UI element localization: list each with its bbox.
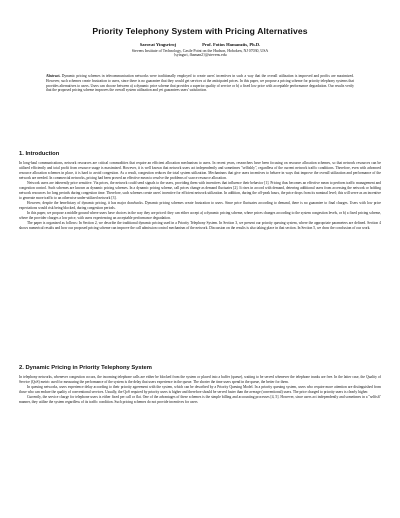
paragraph: In telephony networks, whenever congestion occurs, the incoming telephone calls are either be blocked from the system or placed into a buffer (queue), waiting to be served whenever the telephone trunks are free. In the latter case, the Quality of Service (QoS) metric used for measuring the performance of the system is the delay that users experience in the queue. The shorter the time users spend in the queue, the better for them. (19, 375, 381, 385)
section-heading: 2. Dynamic Pricing in Priority Telephony System (19, 365, 152, 371)
author-list (0, 42, 400, 47)
paragraph: In long-haul communications, network resources are critical commodities that require an efficient allocation mechanism to users. In recent years, researchers have been focusing on resource allocation schemes, so that network resources can be utilized efficiently and total profit from resource usage is maximized. However, it is well known that network users act independently and sometimes "selfishly", regardless of the current network traffic conditions. Therefore, even with advanced resource allocation schemes in place, it is hard to avoid congestion. As a result, congestion reduces the total system utilization. Mechanisms that give users incentives to behave in ways that improve the overall utilization and performance of the network are needed. In commercial networks, pricing had been proved an effective mean to resolve the problems of scarce resource allocation. (19, 161, 381, 181)
paragraph: In queuing networks, users experience delay according to their priority agreement with the system, which can be described by a Priority Queuing Model. In a priority queuing system, users who require more attention are distinguished from those who can endure the quality of conventional services. Usually, the QoS required by priority users is higher and therefore should be served faster than the average (conventional) users. The price charged to priority users is clearly higher. (19, 385, 381, 395)
author-emails: {syingsri, fhaman2}@stevens.edu (173, 53, 227, 58)
affiliation: Stevens Institute of Technology, Castle Point on the Hudson, Hoboken, NJ 07030, USA (131, 48, 269, 53)
paragraph: Network users are inherently price sensitive. Via prices, the network could send signals to the users, providing them with incentives that influence their behavior [1]. Pricing thus becomes an effective mean to perform traffic management and congestion control. Such schemes are known as dynamic pricing schemes. In a dynamic pricing scheme, call prices change as demand fluctuates [2]. It rises in accord with demand, deterring additional users from accessing the network or holding network resources for long periods during congestion time. Therefore, such schemes create users' incentive for efficient network utilization. In addition, during the off-peak hours, the price drops from its nominal level; this will serve as an incentive to generate more traffic to an otherwise under-utilized network [3]. (19, 181, 381, 201)
author-name: Sarovat Yingsriroj (139, 42, 177, 47)
paragraph: Currently, the service charge for telephone users is either fixed per call or flat. One of the advantages of these schemes is the simple billing and accounting processes [4, 5]. However, since users act independently and sometimes in a "selfish" manner, they utilize the system regardless of its traffic condition. Such pricing schemes do not provide incentives for users (19, 395, 381, 405)
affiliation-block (0, 49, 400, 58)
paragraph: However, despite the beneficiary of dynamic pricing, it has major drawbacks. Dynamic pricing schemes create frustration to users. Since price fluctuates according to demand, there is no guarantee to final charges. Users with low price expectations would risk being blocked, during congestion periods. (19, 201, 381, 211)
abstract (46, 74, 354, 93)
abstract-label: Abstract. (46, 74, 61, 78)
section-body (19, 375, 381, 405)
paper-title: Priority Telephony System with Pricing Alternatives (92, 26, 308, 36)
section-body (19, 161, 381, 231)
author-name: Prof. Fotios Hamanziis, Ph.D. (202, 42, 261, 47)
section-heading: 1. Introduction (19, 151, 60, 157)
paragraph: In this paper, we propose a middle ground where users have choices in the way they are priced: they can either accept a) a dynamic pricing scheme, where prices changes according to the system congestion levels, or b) a fixed pricing scheme, where the provider charges a low price, with users experiencing an acceptable performance degradation. (19, 211, 381, 221)
abstract-text: Dynamic pricing schemes in telecommunication networks were traditionally employed to create users' incentives in such a way that the overall utilization is improved and profits are maximized. However, such schemes create frustration to users, since there is no guarantee that they would get services at the anticipated prices. In this paper, we propose a pricing scheme for priority telephony systems that provides alternatives to users. Users can choose between a) a dynamic price scheme that provides a superior quality of service or b) a fixed low price with acceptable performance degradation. Our results verify that the proposed pricing scheme improves the overall system utilization and yet guarantees users' satisfaction. (46, 74, 354, 93)
paragraph: The paper is organized as follows: In Section 2, we describe the traditional dynamic pricing used in a Priority Telephony System. In Section 3, we present our priority queuing system, where the appropriate parameters are defined. Section 4 shows numerical results and how our proposed pricing scheme can improve the call admission control mechanism of the network. Discussion on the results is also taking place in that section. In Section 5, we draw the conclusion of our work. (19, 221, 381, 231)
